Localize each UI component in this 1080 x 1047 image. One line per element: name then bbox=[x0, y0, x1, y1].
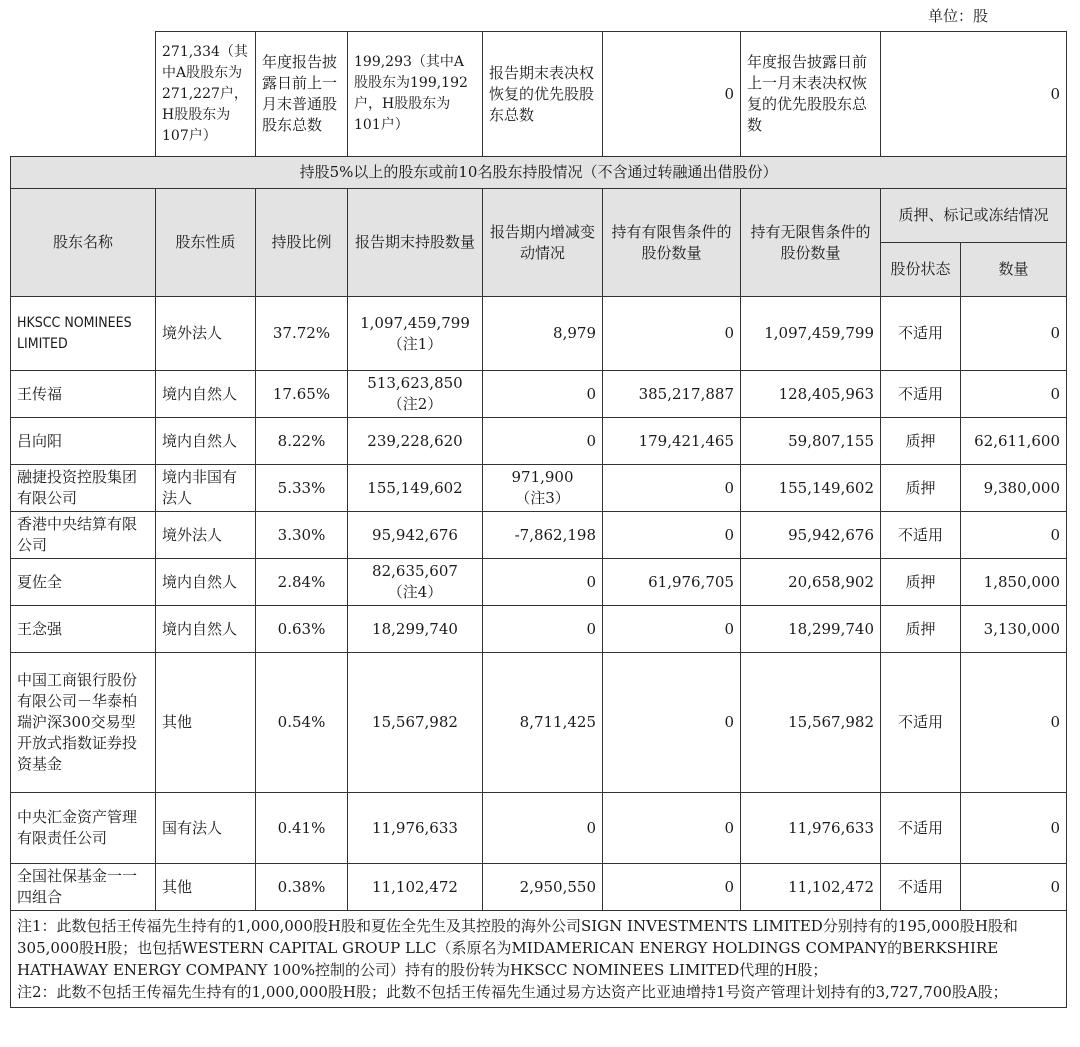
shareholder-name-value: HKSCC NOMINEES LIMITED bbox=[17, 314, 132, 352]
restricted-qty bbox=[603, 297, 741, 371]
shareholder-nature-value: 境内自然人 bbox=[162, 384, 238, 403]
header-unrestricted: 持有无限售条件的股份数量 bbox=[741, 189, 881, 297]
shareholder-name bbox=[11, 297, 156, 371]
holding-change bbox=[483, 297, 603, 371]
restricted-qty-value: 0 bbox=[724, 818, 734, 837]
holding-ratio-value: 17.65% bbox=[272, 384, 331, 403]
shareholder-nature-value: 其他 bbox=[162, 713, 193, 731]
end-holding-qty-value: 11,102,472 bbox=[372, 877, 458, 896]
table-row bbox=[11, 559, 1067, 606]
shareholder-nature bbox=[156, 653, 256, 793]
table-row bbox=[11, 297, 1067, 371]
share-status-value: 质押 bbox=[905, 478, 936, 497]
unrestricted-qty-value: 18,299,740 bbox=[788, 619, 874, 638]
shareholder-nature bbox=[156, 297, 256, 371]
header-status: 股份状态 bbox=[881, 243, 961, 297]
holding-ratio-value: 8.22% bbox=[277, 431, 326, 450]
share-status-value: 质押 bbox=[905, 431, 936, 450]
restricted-qty bbox=[603, 559, 741, 606]
unrestricted-qty bbox=[741, 512, 881, 559]
table-row bbox=[11, 606, 1067, 653]
restricted-qty-value: 179,421,465 bbox=[638, 431, 734, 450]
pledge-qty bbox=[961, 297, 1067, 371]
shareholder-name-value: 王传福 bbox=[17, 384, 63, 403]
pre-disclosure-holders-cell: 199,293（其中A股股东为199,192户，H股股东为101户） bbox=[348, 32, 483, 157]
holding-change bbox=[483, 512, 603, 559]
share-status bbox=[881, 418, 961, 465]
holding-ratio bbox=[256, 371, 348, 418]
header-nature: 股东性质 bbox=[156, 189, 256, 297]
share-status-value: 不适用 bbox=[897, 713, 943, 731]
holding-change bbox=[483, 418, 603, 465]
header-name: 股东名称 bbox=[11, 189, 156, 297]
holding-change-value: 8,979 bbox=[553, 324, 596, 342]
unrestricted-qty bbox=[741, 559, 881, 606]
shareholder-name bbox=[11, 371, 156, 418]
unrestricted-qty-value: 11,102,472 bbox=[788, 877, 874, 896]
end-holding-qty bbox=[348, 653, 483, 793]
shareholder-nature bbox=[156, 418, 256, 465]
holding-change bbox=[483, 371, 603, 418]
share-status-value: 质押 bbox=[905, 572, 936, 591]
holding-change bbox=[483, 864, 603, 911]
table-body bbox=[11, 297, 1067, 911]
holding-ratio-value: 3.30% bbox=[277, 525, 326, 544]
holding-ratio-value: 0.38% bbox=[277, 877, 326, 896]
header-pledge-qty: 数量 bbox=[961, 243, 1067, 297]
holding-change-value: 0 bbox=[586, 384, 596, 403]
unit-label: 单位：股 bbox=[928, 7, 989, 25]
holding-change bbox=[483, 793, 603, 864]
end-holding-qty bbox=[348, 864, 483, 911]
shareholder-name bbox=[11, 606, 156, 653]
holding-change bbox=[483, 465, 603, 512]
holding-ratio bbox=[256, 793, 348, 864]
holding-ratio-value: 0.54% bbox=[277, 713, 326, 731]
restricted-qty-value: 0 bbox=[724, 478, 734, 497]
unrestricted-qty-value: 1,097,459,799 bbox=[764, 324, 874, 342]
holding-ratio-value: 2.84% bbox=[277, 572, 326, 591]
pledge-qty-value: 1,850,000 bbox=[983, 572, 1061, 591]
share-status-value: 不适用 bbox=[897, 525, 943, 544]
pledge-qty bbox=[961, 371, 1067, 418]
shareholder-nature bbox=[156, 559, 256, 606]
unrestricted-qty bbox=[741, 465, 881, 512]
share-status bbox=[881, 606, 961, 653]
holding-ratio bbox=[256, 465, 348, 512]
pledge-qty-value: 0 bbox=[1050, 877, 1061, 896]
shareholder-name bbox=[11, 864, 156, 911]
end-holding-qty bbox=[348, 512, 483, 559]
end-holding-qty-value: 82,635,607 bbox=[372, 562, 458, 580]
pledge-qty-value: 0 bbox=[1050, 818, 1061, 837]
shareholder-nature bbox=[156, 371, 256, 418]
restricted-qty-value: 0 bbox=[724, 324, 734, 342]
end-holding-qty-value: 1,097,459,799 bbox=[360, 313, 470, 332]
share-status-value: 不适用 bbox=[897, 384, 943, 403]
share-status bbox=[881, 512, 961, 559]
shareholder-nature-value: 其他 bbox=[162, 877, 193, 896]
share-status-value: 质押 bbox=[905, 619, 936, 638]
shareholder-nature bbox=[156, 606, 256, 653]
table-row bbox=[11, 793, 1067, 864]
footnote-1: 注1：此数包括王传福先生持有的1,000,000股H股和夏佐全先生及其控股的海外公司SIGN INVESTMENTS LIMITED分别持有的195,000股H股和305,000股H股；也包括WESTERN CAPITAL GROUP LLC（系原名为MIDAMERICAN ENERGY HOLDINGS COMPANY的BERKSHIRE HATHAWAY ENERGY COMPANY 100%控制的公司）持有的股份转为HKSCC NOMINEES LIMITED代理的H股； bbox=[17, 917, 1018, 979]
unrestricted-qty bbox=[741, 793, 881, 864]
unrestricted-qty bbox=[741, 297, 881, 371]
shareholder-name bbox=[11, 418, 156, 465]
table-row bbox=[11, 371, 1067, 418]
unrestricted-qty bbox=[741, 606, 881, 653]
holding-ratio bbox=[256, 418, 348, 465]
note-ref: （注1） bbox=[387, 334, 443, 353]
pledge-qty bbox=[961, 793, 1067, 864]
restricted-qty bbox=[603, 371, 741, 418]
section-title: 持股5%以上的股东或前10名股东持股情况（不含通过转融通出借股份） bbox=[11, 157, 1067, 189]
pledge-qty-value: 0 bbox=[1050, 525, 1061, 544]
holding-ratio-value: 5.33% bbox=[277, 478, 326, 497]
shareholder-name-value: 夏佐全 bbox=[17, 572, 63, 591]
restricted-qty-value: 61,976,705 bbox=[648, 572, 734, 591]
holding-ratio bbox=[256, 559, 348, 606]
unrestricted-qty-value: 59,807,155 bbox=[788, 431, 874, 450]
pledge-qty-value: 0 bbox=[1050, 713, 1061, 731]
share-status bbox=[881, 653, 961, 793]
restricted-qty bbox=[603, 606, 741, 653]
restricted-qty bbox=[603, 793, 741, 864]
holding-change bbox=[483, 606, 603, 653]
shareholder-name bbox=[11, 793, 156, 864]
shareholder-name-value: 王念强 bbox=[17, 619, 63, 638]
holding-ratio bbox=[256, 864, 348, 911]
holding-change-value: -7,862,198 bbox=[514, 525, 596, 544]
holding-change-value: 971,900 bbox=[511, 468, 574, 486]
restricted-qty-value: 0 bbox=[724, 877, 734, 896]
shareholder-nature bbox=[156, 512, 256, 559]
table-row bbox=[11, 418, 1067, 465]
share-status bbox=[881, 559, 961, 606]
pre-disclosure-holders-label: 年度报告披露日前上一月末普通股股东总数 bbox=[256, 32, 348, 157]
unrestricted-qty-value: 128,405,963 bbox=[778, 384, 874, 403]
unrestricted-qty-value: 20,658,902 bbox=[788, 572, 874, 591]
unrestricted-qty bbox=[741, 653, 881, 793]
end-holding-qty-value: 11,976,633 bbox=[372, 818, 458, 837]
restricted-qty bbox=[603, 864, 741, 911]
end-holding-qty-value: 95,942,676 bbox=[372, 525, 458, 544]
pledge-qty bbox=[961, 465, 1067, 512]
share-status-value: 不适用 bbox=[897, 324, 943, 342]
end-holding-qty bbox=[348, 465, 483, 512]
note-ref: （注2） bbox=[387, 395, 443, 413]
pledge-qty bbox=[961, 864, 1067, 911]
shareholder-name-value: 中央汇金资产管理有限责任公司 bbox=[17, 808, 138, 847]
table-row bbox=[11, 512, 1067, 559]
shareholder-name-value: 香港中央结算有限公司 bbox=[17, 515, 138, 554]
unrestricted-qty-value: 15,567,982 bbox=[788, 713, 874, 731]
share-status-value: 不适用 bbox=[897, 877, 943, 896]
holding-change bbox=[483, 559, 603, 606]
share-status bbox=[881, 793, 961, 864]
holding-ratio bbox=[256, 512, 348, 559]
holding-ratio-value: 0.63% bbox=[277, 619, 326, 638]
unrestricted-qty bbox=[741, 418, 881, 465]
pledge-qty-value: 3,130,000 bbox=[983, 619, 1061, 638]
shareholder-name bbox=[11, 653, 156, 793]
holding-change-value: 0 bbox=[586, 572, 596, 591]
shareholder-nature-value: 境内自然人 bbox=[162, 431, 238, 450]
holding-ratio bbox=[256, 606, 348, 653]
header-restricted: 持有有限售条件的股份数量 bbox=[603, 189, 741, 297]
holding-change-value: 8,711,425 bbox=[519, 713, 596, 731]
shareholder-table bbox=[10, 31, 1067, 1008]
shareholder-nature-value: 境外法人 bbox=[162, 525, 223, 544]
restricted-qty bbox=[603, 512, 741, 559]
share-status bbox=[881, 864, 961, 911]
unrestricted-qty-value: 155,149,602 bbox=[778, 478, 874, 497]
header-end-qty: 报告期末持股数量 bbox=[348, 189, 483, 297]
shareholder-nature bbox=[156, 864, 256, 911]
preferred-holders-cell: 0 bbox=[603, 32, 741, 157]
pledge-qty-value: 0 bbox=[1050, 384, 1061, 403]
header-pledge-group: 质押、标记或冻结情况 bbox=[881, 189, 1067, 243]
shareholder-nature-value: 境内自然人 bbox=[162, 572, 238, 591]
unrestricted-qty-value: 11,976,633 bbox=[788, 818, 874, 837]
end-holding-qty-value: 18,299,740 bbox=[372, 619, 458, 638]
pre-disclosure-preferred-label: 年度报告披露日前上一月末表决权恢复的优先股股东总数 bbox=[741, 32, 881, 157]
shareholder-name-value: 中国工商银行股份有限公司－华泰柏瑞沪深300交易型开放式指数证券投资基金 bbox=[17, 671, 138, 773]
holding-change-value: 0 bbox=[586, 818, 596, 837]
share-status bbox=[881, 465, 961, 512]
table-row bbox=[11, 653, 1067, 793]
pledge-qty bbox=[961, 512, 1067, 559]
shareholder-name bbox=[11, 512, 156, 559]
pledge-qty bbox=[961, 559, 1067, 606]
unrestricted-qty-value: 95,942,676 bbox=[788, 525, 874, 544]
shareholder-nature-value: 境外法人 bbox=[162, 324, 223, 342]
footnotes bbox=[11, 911, 1067, 1008]
table-row bbox=[11, 864, 1067, 911]
share-status bbox=[881, 371, 961, 418]
total-holders-cell: 271,334（其中A股股东为271,227户，H股股东为107户） bbox=[156, 32, 256, 157]
restricted-qty-value: 0 bbox=[724, 525, 734, 544]
pledge-qty bbox=[961, 653, 1067, 793]
footnote-2: 注2：此数不包括王传福先生持有的1,000,000股H股；此数不包括王传福先生通过易方达资产比亚迪增持1号资产管理计划持有的3,727,700股A股； bbox=[17, 983, 1008, 1001]
unrestricted-qty bbox=[741, 371, 881, 418]
restricted-qty-value: 0 bbox=[724, 619, 734, 638]
shareholder-nature bbox=[156, 793, 256, 864]
restricted-qty bbox=[603, 653, 741, 793]
pre-disclosure-preferred-cell: 0 bbox=[881, 32, 1067, 157]
shareholder-nature bbox=[156, 465, 256, 512]
end-holding-qty-value: 15,567,982 bbox=[372, 713, 458, 731]
restricted-qty-value: 0 bbox=[724, 713, 734, 731]
note-ref: （注3） bbox=[515, 489, 570, 507]
unrestricted-qty bbox=[741, 864, 881, 911]
shareholder-name bbox=[11, 559, 156, 606]
end-holding-qty bbox=[348, 606, 483, 653]
end-holding-qty bbox=[348, 559, 483, 606]
holding-ratio bbox=[256, 297, 348, 371]
pledge-qty-value: 62,611,600 bbox=[974, 431, 1061, 450]
shareholder-name bbox=[11, 465, 156, 512]
shareholder-nature-value: 境内自然人 bbox=[162, 619, 238, 638]
header-ratio: 持股比例 bbox=[256, 189, 348, 297]
restricted-qty-value: 385,217,887 bbox=[638, 384, 734, 403]
shareholder-nature-value: 国有法人 bbox=[162, 818, 223, 837]
pledge-qty bbox=[961, 606, 1067, 653]
holding-change-value: 0 bbox=[586, 619, 596, 638]
shareholder-name-value: 吕向阳 bbox=[17, 431, 63, 450]
note-ref: （注4） bbox=[387, 583, 443, 601]
restricted-qty bbox=[603, 465, 741, 512]
end-holding-qty bbox=[348, 297, 483, 371]
end-holding-qty-value: 155,149,602 bbox=[367, 478, 463, 497]
table-row bbox=[11, 465, 1067, 512]
restricted-qty bbox=[603, 418, 741, 465]
header-change: 报告期内增减变动情况 bbox=[483, 189, 603, 297]
share-status-value: 不适用 bbox=[897, 818, 943, 837]
shareholder-nature-value: 境内非国有法人 bbox=[162, 468, 238, 507]
pledge-qty-value: 9,380,000 bbox=[983, 478, 1061, 497]
holding-ratio-value: 37.72% bbox=[272, 324, 331, 342]
shareholder-name-value: 融捷投资控股集团有限公司 bbox=[17, 468, 138, 507]
preferred-holders-label: 报告期末表决权恢复的优先股股东总数 bbox=[483, 32, 603, 157]
share-status bbox=[881, 297, 961, 371]
shareholder-name-value: 全国社保基金一一四组合 bbox=[17, 867, 138, 906]
end-holding-qty bbox=[348, 371, 483, 418]
end-holding-qty-value: 513,623,850 bbox=[367, 374, 463, 392]
end-holding-qty-value: 239,228,620 bbox=[367, 431, 463, 450]
end-holding-qty bbox=[348, 418, 483, 465]
holding-change-value: 0 bbox=[586, 431, 596, 450]
holding-ratio-value: 0.41% bbox=[277, 818, 326, 837]
holding-change-value: 2,950,550 bbox=[519, 877, 596, 896]
holding-change bbox=[483, 653, 603, 793]
pledge-qty bbox=[961, 418, 1067, 465]
pledge-qty-value: 0 bbox=[1050, 324, 1061, 342]
end-holding-qty bbox=[348, 793, 483, 864]
holding-ratio bbox=[256, 653, 348, 793]
